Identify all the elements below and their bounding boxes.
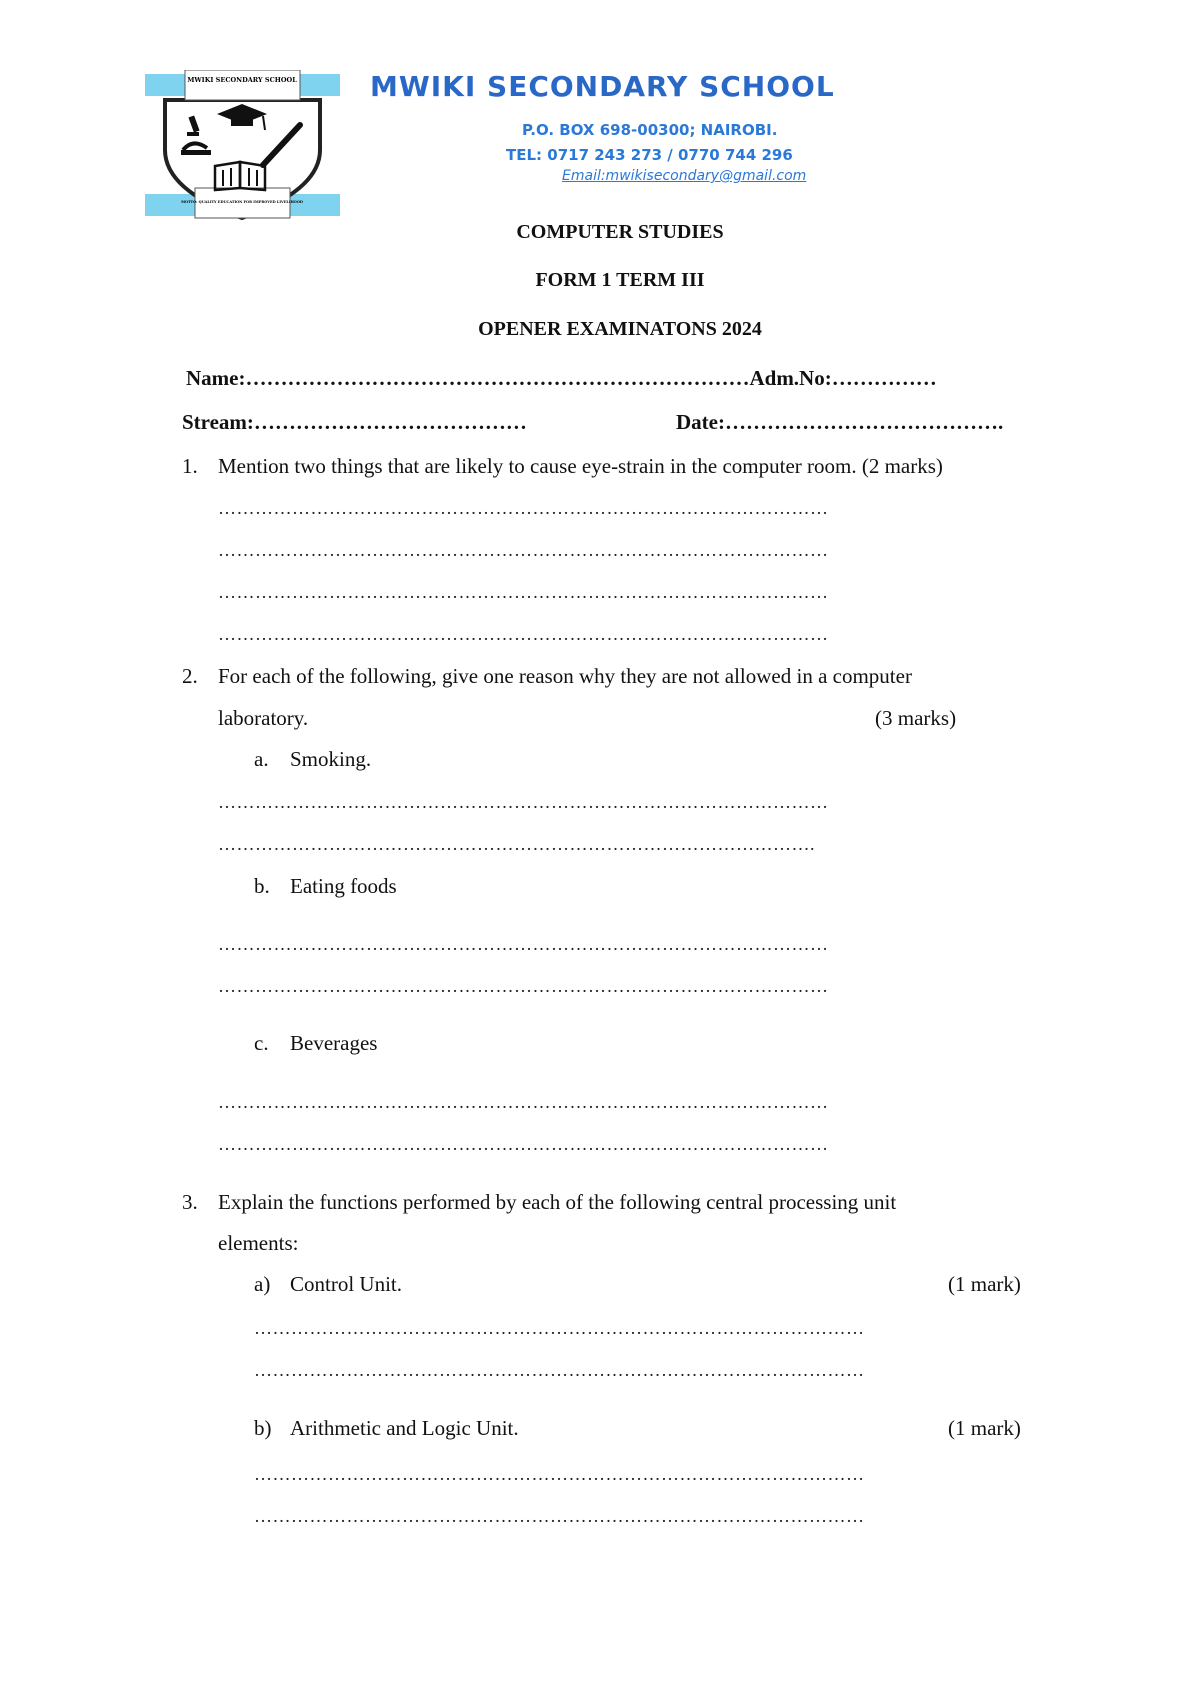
q1-answer-line[interactable]: ……………………………………………………………………………………… <box>218 498 829 518</box>
q3b-label: b) <box>254 1416 272 1440</box>
q3a-answer-line[interactable]: ……………………………………………………………………………………… <box>254 1360 865 1380</box>
school-logo <box>145 70 340 220</box>
q2b-answer-line[interactable]: ……………………………………………………………………………………… <box>218 976 829 996</box>
date-field[interactable]: Date:…………………………………. <box>676 410 1004 434</box>
name-adm-field[interactable]: Name:………………………………………………………………Adm.No:…………… <box>186 366 937 390</box>
q2c-text: Beverages <box>290 1031 378 1055</box>
school-telephone: TEL: 0717 243 273 / 0770 744 296 <box>506 146 793 164</box>
q3a-label: a) <box>254 1272 271 1296</box>
q3b-text: Arithmetic and Logic Unit. <box>290 1416 519 1440</box>
q2b-label: b. <box>254 874 270 898</box>
school-address: P.O. BOX 698-00300; NAIROBI. <box>522 121 778 139</box>
subject-title: COMPUTER STUDIES <box>516 221 724 243</box>
q1-answer-line[interactable]: ……………………………………………………………………………………… <box>218 582 829 602</box>
q3b-answer-line[interactable]: ……………………………………………………………………………………… <box>254 1506 865 1526</box>
q3-text-line1: Explain the functions performed by each of the following central processing unit <box>218 1190 897 1214</box>
q2a-text: Smoking. <box>290 747 372 771</box>
q1-number: 1. <box>182 454 198 478</box>
q2-text-line2: laboratory. <box>218 706 309 730</box>
school-name: MWIKI SECONDARY SCHOOL <box>370 70 835 103</box>
stream-field[interactable]: Stream:………………………………… <box>182 410 527 434</box>
q2c-answer-line[interactable]: ……………………………………………………………………………………… <box>218 1092 829 1112</box>
q2a-label: a. <box>254 747 269 771</box>
q2c-label: c. <box>254 1031 269 1055</box>
q3-number: 3. <box>182 1190 198 1214</box>
q1-answer-line[interactable]: ……………………………………………………………………………………… <box>218 624 829 644</box>
q2c-answer-line[interactable]: ……………………………………………………………………………………… <box>218 1134 829 1154</box>
school-email: Email:mwikisecondary@gmail.com <box>562 168 807 184</box>
q3a-marks: (1 mark) <box>948 1272 1021 1296</box>
form-title: FORM 1 TERM III <box>535 269 705 291</box>
logo-motto-text: MOTTO: QUALITY EDUCATION FOR IMPROVED LIVELIHOOD <box>181 200 303 204</box>
q1-answer-line[interactable]: ……………………………………………………………………………………… <box>218 540 829 560</box>
q3a-text: Control Unit. <box>290 1272 403 1296</box>
q2-text-line1: For each of the following, give one reason why they are not allowed in a computer <box>218 664 912 688</box>
q3b-answer-line[interactable]: ……………………………………………………………………………………… <box>254 1464 865 1484</box>
q1-text: Mention two things that are likely to cause eye-strain in the computer room. (2 marks) <box>218 454 943 478</box>
q2a-answer-line[interactable]: ……………………………………………………………………………………. <box>218 834 815 854</box>
q2-marks: (3 marks) <box>875 706 957 730</box>
q3b-marks: (1 mark) <box>948 1416 1021 1440</box>
q3-text-line2: elements: <box>218 1231 299 1255</box>
q2b-answer-line[interactable]: ……………………………………………………………………………………… <box>218 934 829 954</box>
exam-title: OPENER EXAMINATONS 2024 <box>478 318 762 340</box>
q3a-answer-line[interactable]: ……………………………………………………………………………………… <box>254 1318 865 1338</box>
q2b-text: Eating foods <box>290 874 397 898</box>
q2-number: 2. <box>182 664 198 688</box>
logo-top-text: MWIKI SECONDARY SCHOOL <box>187 76 297 84</box>
q2a-answer-line[interactable]: ……………………………………………………………………………………… <box>218 792 829 812</box>
